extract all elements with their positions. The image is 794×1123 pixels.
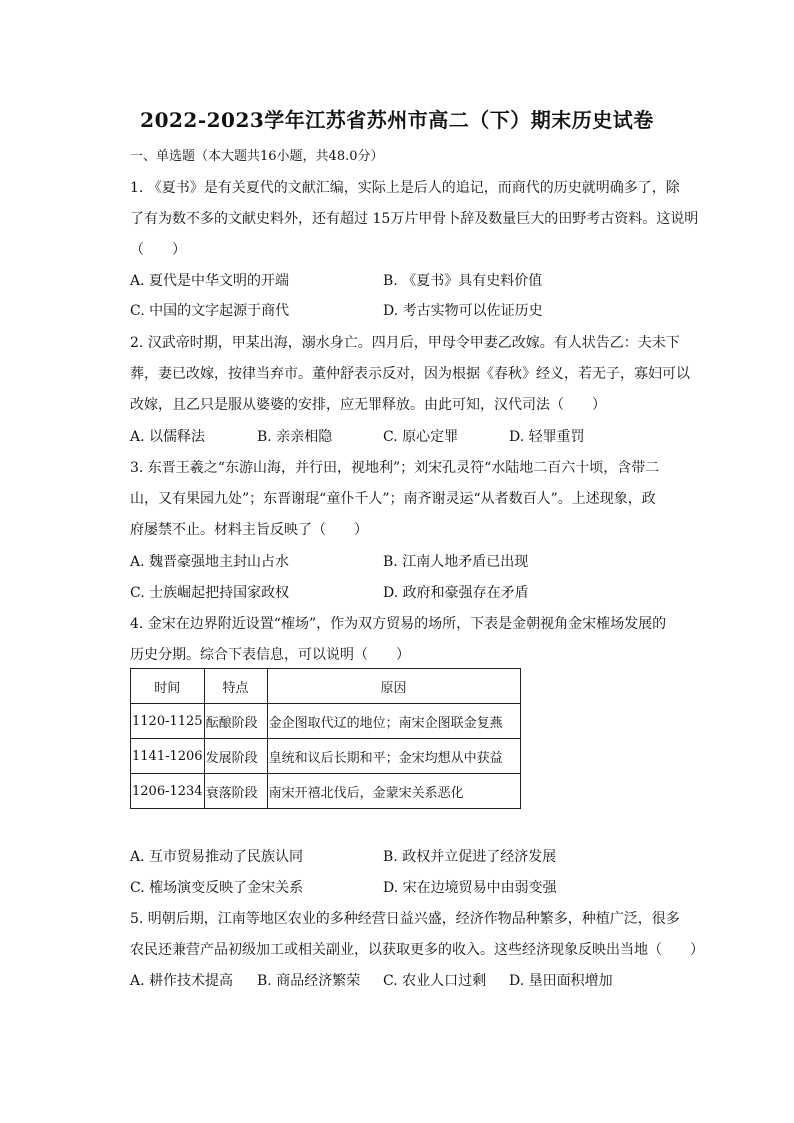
- q1-option-c: C. 中国的文字起源于商代: [130, 303, 290, 319]
- table-row: [131, 774, 521, 809]
- q3-option-c: C. 士族崛起把持国家政权: [130, 585, 290, 601]
- table-cell: 1141-1206: [131, 739, 205, 774]
- q5-stem-line: 农民还兼营产品初级加工或相关副业，以获取更多的收入。这些经济现象反映出当地（ ）: [130, 942, 704, 958]
- q5-option-d: D. 垦田面积增加: [509, 973, 613, 989]
- q4-option-a: A. 互市贸易推动了民族认同: [130, 849, 304, 865]
- table-header-cell: 原因: [267, 669, 520, 704]
- q2-option-a: A. 以儒释法: [130, 429, 206, 445]
- q3-stem-line: 3. 东晋王羲之“东游山海，并行田，视地利”；刘宋孔灵符“水陆地二百六十顷，含带二: [130, 460, 660, 476]
- q4-stem-line: 历史分期。综合下表信息，可以说明（ ）: [130, 647, 410, 663]
- q1-stem-line: 了有为数不多的文献史料外，还有超过 15万片甲骨卜辞及数量巨大的田野考古资料。这说明: [130, 211, 699, 227]
- q2-stem-line: 2. 汉武帝时期，甲某出海，溺水身亡。四月后，甲母令甲妻乙改嫁。有人状告乙：夫未下: [130, 335, 680, 351]
- q3-option-b: B. 江南人地矛盾已出现: [383, 554, 529, 570]
- q4-table: [130, 668, 521, 809]
- q3-option-a: A. 魏晋豪强地主封山占水: [130, 554, 290, 570]
- q5-option-b: B. 商品经济繁荣: [257, 973, 361, 989]
- q1-option-b: B. 《夏书》具有史料价值: [383, 273, 543, 289]
- q2-stem-line: 葬，妻已改嫁，按律当弃市。董仲舒表示反对，因为根据《春秋》经义，若无子，寡妇可以: [130, 366, 690, 382]
- table-cell: 南宋开禧北伐后，金蒙宋关系恶化: [267, 774, 520, 809]
- q4-option-c: C. 榷场演变反映了金宋关系: [130, 880, 304, 896]
- table-cell: 皇统和议后长期和平；金宋均想从中获益: [267, 739, 520, 774]
- q1-stem-line: 1. 《夏书》是有关夏代的文献汇编，实际上是后人的追记，而商代的历史就明确多了，除: [130, 180, 680, 196]
- page-title: 2022-2023学年江苏省苏州市高二（下）期末历史试卷: [140, 108, 654, 132]
- q4-option-d: D. 宋在边境贸易中由弱变强: [383, 880, 557, 896]
- table-header-cell: 特点: [204, 669, 267, 704]
- q3-stem-line: 府屡禁不止。材料主旨反映了（ ）: [130, 522, 368, 538]
- table-cell: 衰落阶段: [204, 774, 267, 809]
- table-row: [131, 704, 521, 739]
- q2-option-b: B. 亲亲相隐: [257, 429, 333, 445]
- q1-option-a: A. 夏代是中华文明的开端: [130, 273, 290, 289]
- table-cell: 发展阶段: [204, 739, 267, 774]
- table-header-cell: 时间: [131, 669, 205, 704]
- q5-option-c: C. 农业人口过剩: [383, 973, 487, 989]
- q1-stem-line: （ ）: [130, 242, 186, 258]
- q5-stem-line: 5. 明朝后期，江南等地区农业的多种经营日益兴盛，经济作物品种繁多，种植广泛，很多: [130, 911, 680, 927]
- section-heading: 一、单选题（本大题共16小题，共48.0分）: [130, 149, 384, 164]
- table-row: [131, 739, 521, 774]
- q3-stem-line: 山，又有果园九处”；东晋谢琨“童仆千人”；南齐谢灵运“从者数百人”。上述现象，政: [130, 491, 656, 507]
- table-cell: 1120-1125: [131, 704, 205, 739]
- q1-option-d: D. 考古实物可以佐证历史: [383, 303, 543, 319]
- table-cell: 酝酿阶段: [204, 704, 267, 739]
- q2-stem-line: 改嫁，且乙只是服从婆婆的安排，应无罪释放。由此可知，汉代司法（ ）: [130, 397, 606, 413]
- table-cell: 金企图取代辽的地位；南宋企图联金复燕: [267, 704, 520, 739]
- q2-option-d: D. 轻罪重罚: [509, 429, 585, 445]
- table-header-row: [131, 669, 521, 704]
- q2-option-c: C. 原心定罪: [383, 429, 459, 445]
- q4-option-b: B. 政权并立促进了经济发展: [383, 849, 557, 865]
- q5-option-a: A. 耕作技术提高: [130, 973, 234, 989]
- q4-stem-line: 4. 金宋在边界附近设置“榷场”，作为双方贸易的场所，下表是金朝视角金宋榷场发展的: [130, 616, 667, 632]
- q3-option-d: D. 政府和豪强存在矛盾: [383, 585, 529, 601]
- table-cell: 1206-1234: [131, 774, 205, 809]
